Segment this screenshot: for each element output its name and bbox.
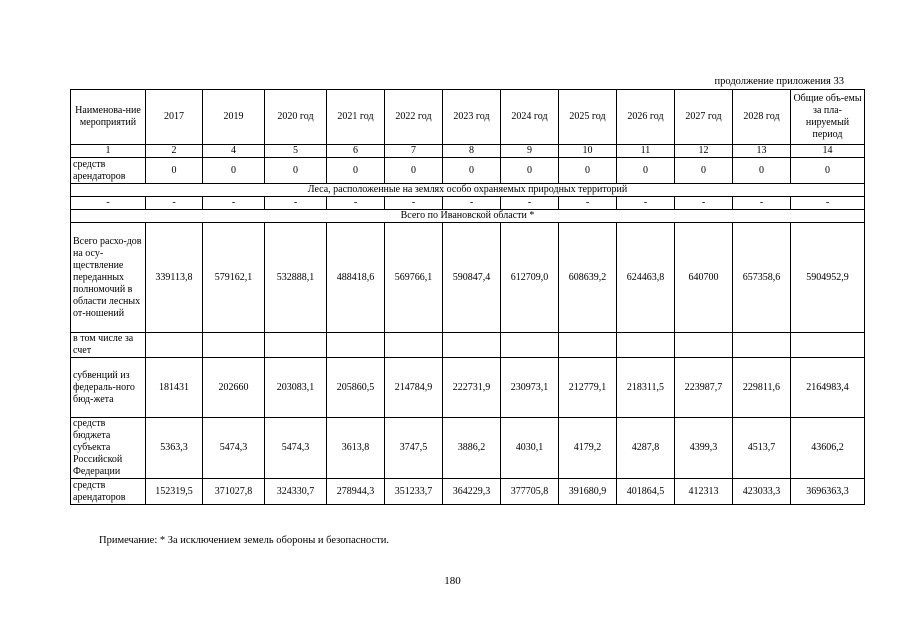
value-cell [385,333,443,358]
footnote: Примечание: * За исключением земель обороны и безопасности. [99,535,390,546]
header-year-cell: 2026 год [617,90,675,145]
header-total-cell: Общие объ-емы за пла-нируемый период [791,90,865,145]
value-cell [146,333,203,358]
header-year-cell: 2017 [146,90,203,145]
value-cell: 230973,1 [501,358,559,418]
value-cell: 223987,7 [675,358,733,418]
value-cell [617,333,675,358]
header-year-cell: 2027 год [675,90,733,145]
dash-cell: - [791,197,865,210]
value-cell: 371027,8 [203,479,265,505]
value-cell: 203083,1 [265,358,327,418]
forest-funding-table [70,89,865,505]
header-year-cell: 2020 год [265,90,327,145]
value-cell: 0 [385,158,443,184]
value-cell [501,333,559,358]
value-cell: 229811,6 [733,358,791,418]
value-cell: 4399,3 [675,418,733,479]
table-row [71,358,865,418]
value-cell: 5474,3 [265,418,327,479]
value-cell: 181431 [146,358,203,418]
value-cell: 218311,5 [617,358,675,418]
value-cell: 401864,5 [617,479,675,505]
value-cell: 4179,2 [559,418,617,479]
value-cell: 590847,4 [443,223,501,333]
column-number-cell: 10 [559,145,617,158]
dash-cell: - [675,197,733,210]
dash-cell: - [385,197,443,210]
value-cell: 5904952,9 [791,223,865,333]
value-cell: 640700 [675,223,733,333]
row-name-cell: средств бюджета субъекта Российской Федерации [71,418,146,479]
value-cell [559,333,617,358]
value-cell [443,333,501,358]
value-cell: 0 [203,158,265,184]
section-title: Леса, расположенные на землях особо охраняемых природных территорий [71,184,865,197]
row-name-cell: средств арендаторов [71,158,146,184]
header-row [71,90,865,145]
dash-cell: - [203,197,265,210]
value-cell: 152319,5 [146,479,203,505]
value-cell: 278944,3 [327,479,385,505]
value-cell: 0 [559,158,617,184]
table-row [71,223,865,333]
value-cell: 5474,3 [203,418,265,479]
column-number-cell: 11 [617,145,675,158]
value-cell: 624463,8 [617,223,675,333]
column-number-cell: 12 [675,145,733,158]
header-year-cell: 2023 год [443,90,501,145]
continuation-label: продолжение приложения 33 [714,76,844,87]
value-cell: 222731,9 [443,358,501,418]
header-year-cell: 2021 год [327,90,385,145]
column-number-cell: 4 [203,145,265,158]
value-cell: 3613,8 [327,418,385,479]
header-name-cell: Наименова-ние мероприятий [71,90,146,145]
value-cell: 0 [675,158,733,184]
dash-cell: - [617,197,675,210]
value-cell: 0 [443,158,501,184]
value-cell: 0 [146,158,203,184]
dash-cell: - [559,197,617,210]
column-number-cell: 7 [385,145,443,158]
dash-cell: - [733,197,791,210]
column-number-cell: 14 [791,145,865,158]
value-cell [791,333,865,358]
column-number-cell: 9 [501,145,559,158]
value-cell: 4513,7 [733,418,791,479]
dash-cell: - [71,197,146,210]
value-cell: 214784,9 [385,358,443,418]
value-cell: 488418,6 [327,223,385,333]
dash-cell: - [327,197,385,210]
column-number-cell: 8 [443,145,501,158]
table-row [71,479,865,505]
section-row [71,210,865,223]
row-name-cell: средств арендаторов [71,479,146,505]
dash-cell: - [501,197,559,210]
value-cell: 0 [327,158,385,184]
table-row [71,158,865,184]
value-cell: 377705,8 [501,479,559,505]
value-cell: 3696363,3 [791,479,865,505]
row-name-cell: Всего расхо-дов на осу-ществление переданных полномочий в области лесных от-ношений [71,223,146,333]
value-cell: 351233,7 [385,479,443,505]
section-row [71,184,865,197]
value-cell: 0 [791,158,865,184]
table-row [71,418,865,479]
column-number-cell: 6 [327,145,385,158]
value-cell: 612709,0 [501,223,559,333]
value-cell: 0 [617,158,675,184]
header-year-cell: 2025 год [559,90,617,145]
value-cell: 4287,8 [617,418,675,479]
row-name-cell: субвенций из федераль-ного бюд-жета [71,358,146,418]
value-cell [327,333,385,358]
header-year-cell: 2028 год [733,90,791,145]
value-cell: 43606,2 [791,418,865,479]
column-number-cell: 13 [733,145,791,158]
header-year-cell: 2019 [203,90,265,145]
value-cell: 569766,1 [385,223,443,333]
value-cell [203,333,265,358]
value-cell: 324330,7 [265,479,327,505]
value-cell: 0 [733,158,791,184]
column-number-cell: 5 [265,145,327,158]
page-number: 180 [444,575,461,587]
value-cell: 202660 [203,358,265,418]
value-cell: 412313 [675,479,733,505]
value-cell: 423033,3 [733,479,791,505]
value-cell: 205860,5 [327,358,385,418]
dash-cell: - [146,197,203,210]
table-row [71,333,865,358]
header-year-cell: 2022 год [385,90,443,145]
value-cell: 364229,3 [443,479,501,505]
value-cell [675,333,733,358]
dash-row [71,197,865,210]
row-name-cell: в том числе за счет [71,333,146,358]
value-cell: 339113,8 [146,223,203,333]
value-cell: 0 [265,158,327,184]
dash-cell: - [443,197,501,210]
value-cell: 3886,2 [443,418,501,479]
column-number-cell: 2 [146,145,203,158]
value-cell: 608639,2 [559,223,617,333]
numbering-row [71,145,865,158]
value-cell [733,333,791,358]
value-cell: 4030,1 [501,418,559,479]
section-title: Всего по Ивановской области * [71,210,865,223]
value-cell: 657358,6 [733,223,791,333]
dash-cell: - [265,197,327,210]
value-cell: 391680,9 [559,479,617,505]
column-number-cell: 1 [71,145,146,158]
value-cell: 532888,1 [265,223,327,333]
value-cell: 2164983,4 [791,358,865,418]
value-cell: 0 [501,158,559,184]
value-cell [265,333,327,358]
value-cell: 3747,5 [385,418,443,479]
value-cell: 212779,1 [559,358,617,418]
header-year-cell: 2024 год [501,90,559,145]
value-cell: 5363,3 [146,418,203,479]
value-cell: 579162,1 [203,223,265,333]
